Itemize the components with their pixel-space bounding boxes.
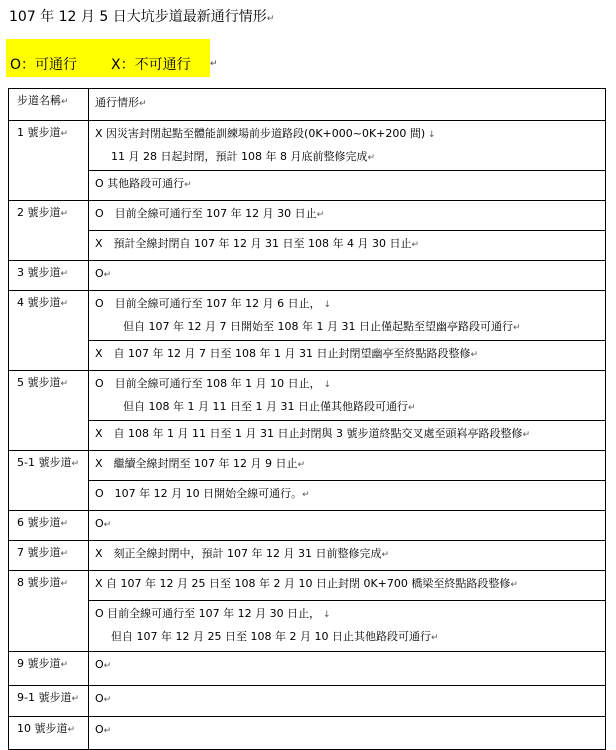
table-row [9,571,606,601]
status-line: X 刻正全線封閉中，預計 107 年 12 月 31 日前整修完成↵ [95,547,390,560]
paragraph-mark-icon: ↵ [510,580,518,590]
paragraph-mark-icon: ↵ [184,180,192,190]
table-row [9,652,606,686]
status-line: O 目前全線可通行至 107 年 12 月 6 日止， ↓ [95,297,332,310]
paragraph-mark-icon: ↵ [522,430,531,440]
status-cell [89,481,606,511]
trail-name: 9-1 號步道 [17,691,72,704]
status-cell [89,451,606,481]
table-row [9,421,606,451]
paragraph-mark-icon: ↵ [103,726,112,736]
paragraph-mark-icon: ↵ [103,270,112,280]
trail-name: 9 號步道 [17,657,61,670]
trail-name: 3 號步道 [17,266,61,279]
table-row [9,511,606,541]
trail-name-cell [9,261,89,291]
status-cell [89,421,606,451]
status-cell [89,171,606,201]
paragraph-mark-icon: ↵ [60,209,69,219]
trail-name: 5 號步道 [17,376,61,389]
paragraph-mark-icon: ↵ [60,299,69,309]
status-line: O 目前全線可通行至 107 年 12 月 30 日止↵ [95,207,325,220]
status-line: 但自 108 年 1 月 11 日至 1 月 31 日止僅其他路段可通行↵ [123,400,416,413]
paragraph-mark-icon: ↓ [320,610,331,620]
status-cell [89,717,606,750]
table-row [9,261,606,291]
table-row [9,686,606,717]
status-cell [89,652,606,686]
table-row [9,371,606,421]
table-row [9,451,606,481]
legend-closed: X：不可通行 [111,57,191,73]
table-row [9,171,606,201]
paragraph-mark-icon: ↵ [316,210,325,220]
status-line: O↵ [95,723,112,736]
legend-open: O：可通行 [10,57,78,73]
status-cell [89,231,606,261]
page-title-text: 107 年 12 月 5 日大坑步道最新通行情形 [9,9,267,25]
paragraph-mark-icon: ↵ [60,579,69,589]
legend [6,39,210,77]
table-header-row [9,89,606,121]
table-row [9,601,606,652]
paragraph-mark-icon: ↵ [297,460,306,470]
paragraph-mark-icon: ↓ [425,130,436,140]
paragraph-mark-icon: ↵ [60,269,69,279]
status-line: O 107 年 12 月 10 日開始全線可通行。↵ [95,487,310,500]
trail-name-cell [9,201,89,261]
status-cell [89,511,606,541]
status-line: 但自 107 年 12 月 25 日至 108 年 2 月 10 日止其他路段可通行↵ [111,630,439,643]
table-row [9,291,606,341]
status-line: O 目前全線可通行至 107 年 12 月 30 日止， ↓ [95,607,331,620]
status-cell [89,121,606,171]
trail-status-table [8,88,606,750]
status-line: X 預計全線封閉自 107 年 12 月 31 日至 108 年 4 月 30 日止↵ [95,237,420,250]
status-cell [89,571,606,601]
paragraph-mark-icon: ↓ [320,380,332,390]
trail-name-cell [9,371,89,451]
trail-name-cell [9,291,89,371]
paragraph-mark-icon: ↵ [103,661,112,671]
trail-name-cell [9,571,89,652]
trail-name-cell [9,511,89,541]
trail-name: 1 號步道 [17,126,61,139]
paragraph-mark-icon: ↵ [60,549,69,559]
status-cell [89,341,606,371]
paragraph-mark-icon: ↵ [103,695,112,705]
paragraph-mark-icon: ↵ [266,14,275,24]
status-cell [89,201,606,231]
status-line: X 自 107 年 12 月 25 日至 108 年 2 月 10 日止封閉 0K+700 橋梁至終點路段整修↵ [95,577,518,590]
status-line: 但自 107 年 12 月 7 日開始至 108 年 1 月 31 日止僅起點至望幽亭路段可通行↵ [123,320,521,333]
paragraph-mark-icon: ↵ [407,403,416,413]
status-cell [89,686,606,717]
status-line: O 目前全線可通行至 108 年 1 月 10 日止， ↓ [95,377,332,390]
trail-name: 7 號步道 [17,546,61,559]
paragraph-mark-icon: ↵ [60,379,69,389]
status-line: X 自 107 年 12 月 7 日至 108 年 1 月 31 日止封閉望幽亭至終點路段整修↵ [95,347,479,360]
paragraph-mark-icon: ↵ [470,350,479,360]
trail-name: 10 號步道 [17,722,68,735]
paragraph-mark-icon: ↓ [320,300,332,310]
trail-name: 6 號步道 [17,516,61,529]
status-line: O↵ [95,517,112,530]
table-row [9,481,606,511]
page-title [9,7,274,29]
trail-name: 4 號步道 [17,296,61,309]
status-cell [89,261,606,291]
paragraph-mark-icon: ↵ [67,725,76,735]
status-line: O↵ [95,267,112,280]
trail-name-cell [9,686,89,717]
status-cell [89,601,606,652]
status-line: X 自 108 年 1 月 11 日至 1 月 31 日止封閉與 3 號步道終點交叉處至頭嵙亭路段整修↵ [95,427,531,440]
paragraph-mark-icon: ↵ [60,519,69,529]
paragraph-mark-icon: ↵ [302,490,310,500]
paragraph-mark-icon: ↵ [71,694,80,704]
trail-name: 5-1 號步道 [17,456,72,469]
paragraph-mark-icon: ↵ [430,633,439,643]
table-row [9,121,606,171]
paragraph-mark-icon: ↵ [60,129,69,139]
table-row [9,231,606,261]
status-line: 11 月 28 日起封閉，預計 108 年 8 月底前整修完成↵ [111,150,376,163]
status-cell [89,291,606,341]
trail-name: 2 號步道 [17,206,61,219]
table-row [9,341,606,371]
paragraph-mark-icon: ↵ [60,660,69,670]
trail-name-cell [9,451,89,511]
status-cell [89,541,606,571]
status-line: O↵ [95,658,112,671]
status-line: X 因災害封閉起點至體能訓練場前步道路段(0K+000~0K+200 間) ↓ [95,127,436,140]
paragraph-mark-icon: ↵ [367,153,376,163]
paragraph-mark-icon: ↵ [411,240,420,250]
status-line: O↵ [95,692,112,705]
status-cell [89,371,606,421]
paragraph-mark-icon: ↵ [512,323,521,333]
table-row [9,717,606,750]
status-line: O 其他路段可通行↵ [95,177,192,190]
trail-name-cell [9,121,89,201]
paragraph-mark-icon: ↵ [71,459,80,469]
table-row [9,541,606,571]
header-trail-name: 步道名稱↵ [9,89,89,121]
paragraph-mark-icon: ↵ [381,550,390,560]
header-status: 通行情形↵ [89,89,606,121]
trail-name-cell [9,717,89,750]
table-row [9,201,606,231]
trail-name-cell [9,652,89,686]
paragraph-mark-icon: ↵ [103,520,112,530]
trail-name-cell [9,541,89,571]
paragraph-mark-icon: ↵ [210,59,218,69]
status-line: X 繼續全線封閉至 107 年 12 月 9 日止↵ [95,457,306,470]
trail-name: 8 號步道 [17,576,61,589]
